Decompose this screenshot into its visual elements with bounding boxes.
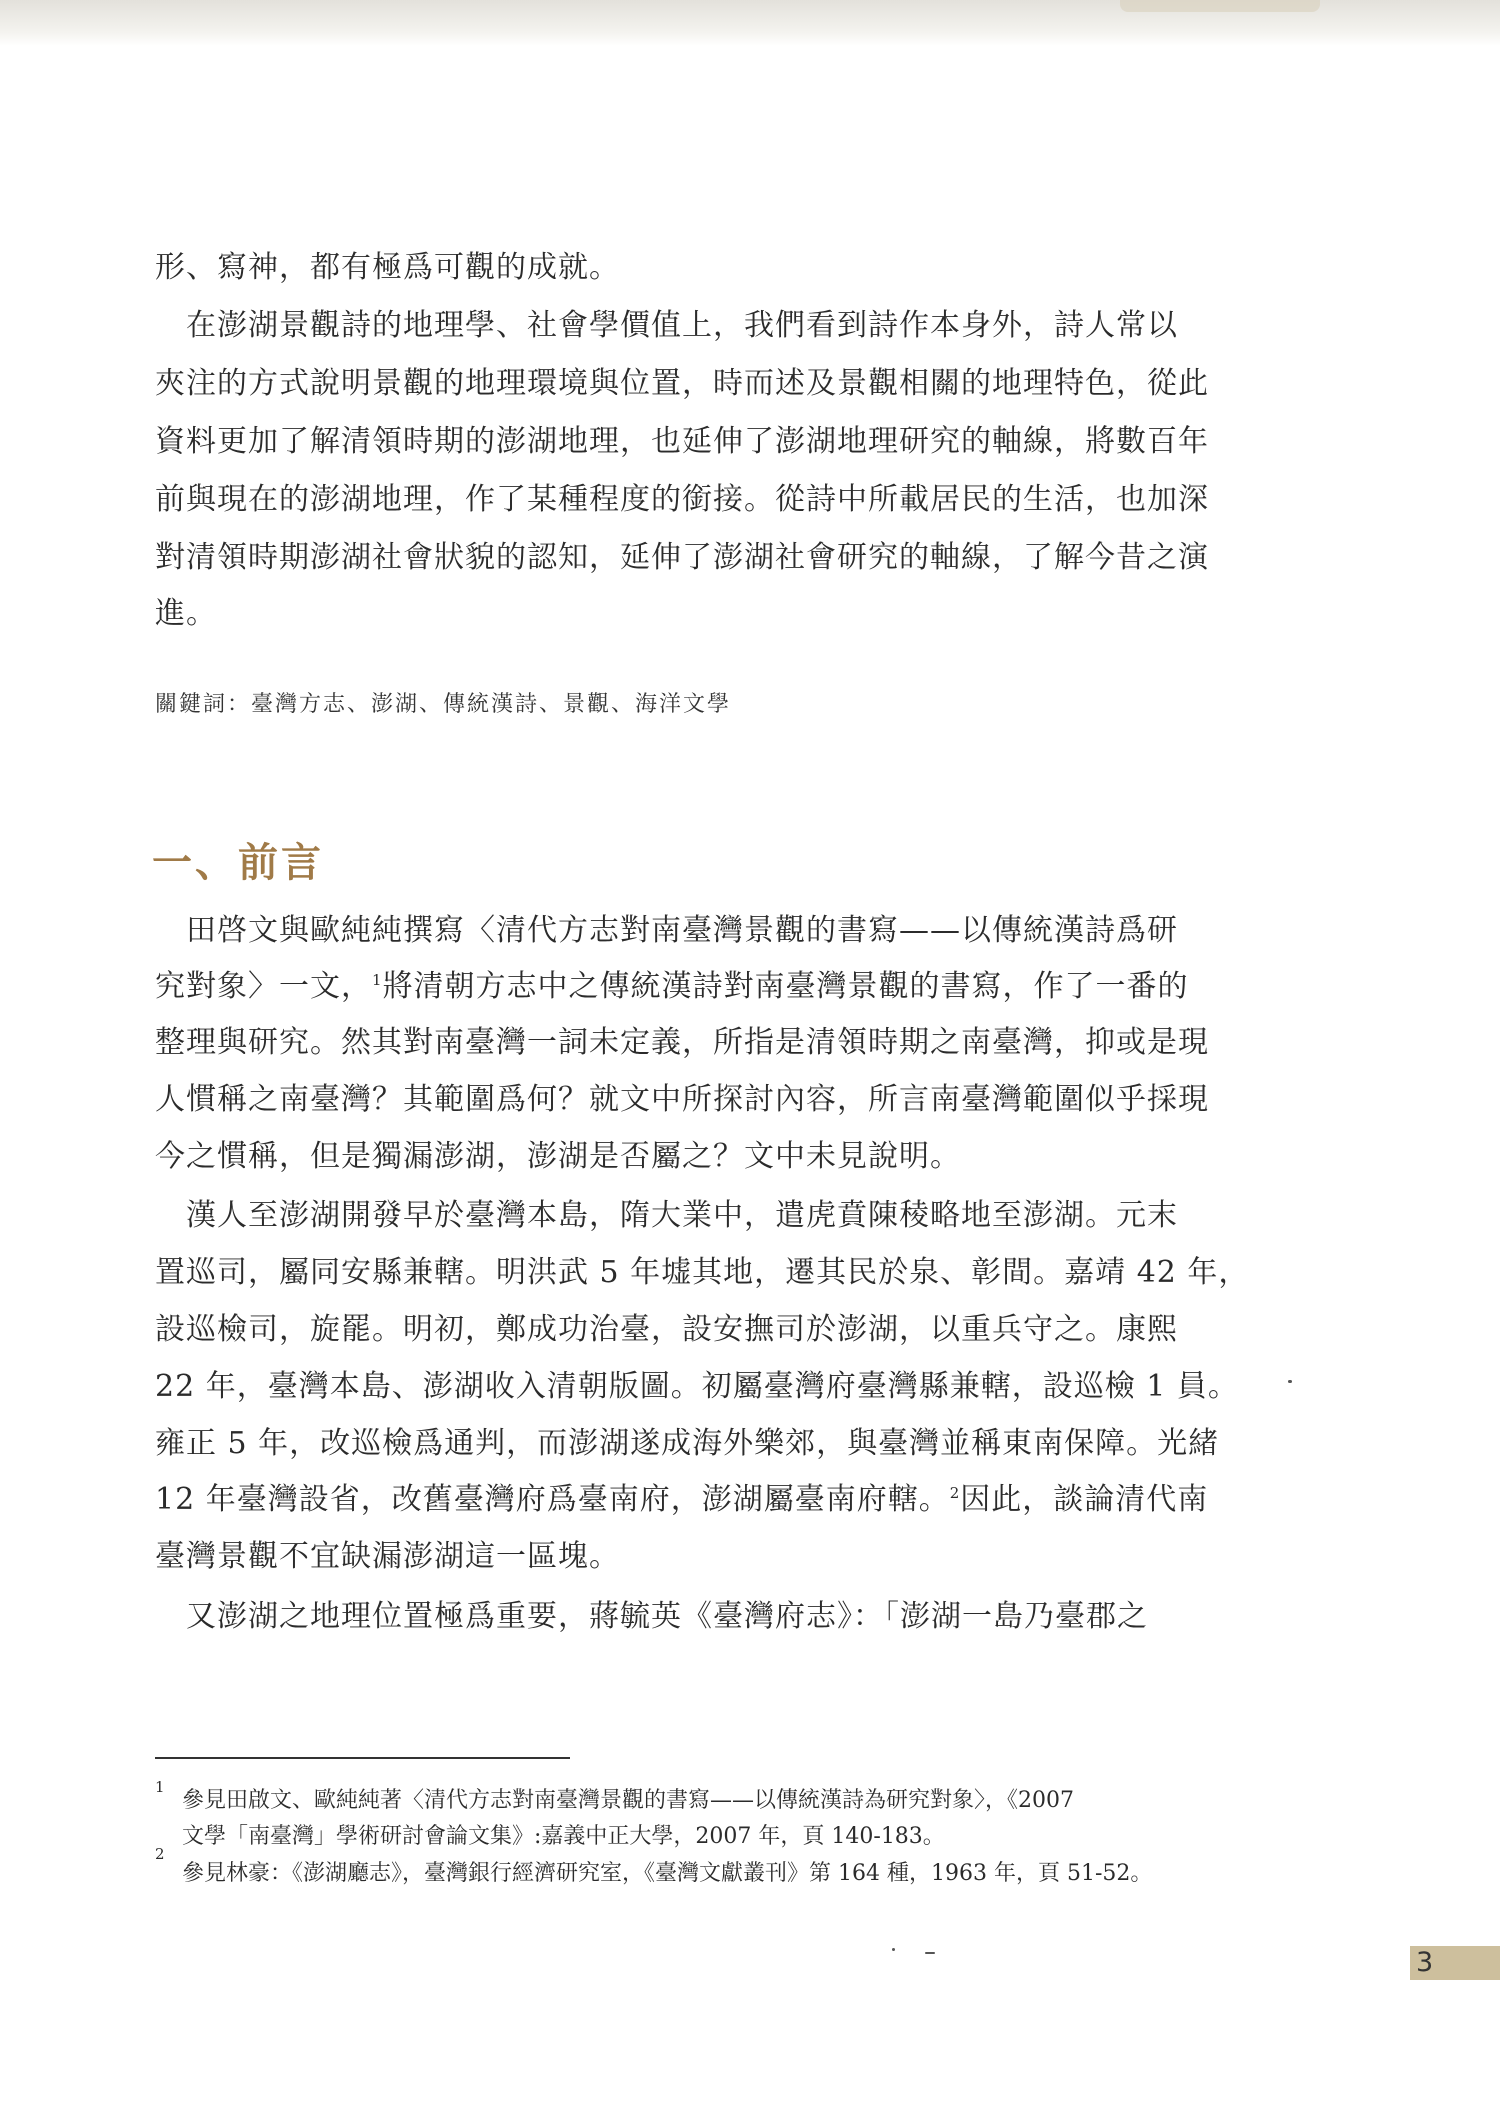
body-line: 臺灣景觀不宜缺漏澎湖這一區塊。 [155, 1539, 620, 1574]
body-text: 12 年臺灣設省，改舊臺灣府爲臺南府，澎湖屬臺南府轄。 [155, 1482, 950, 1517]
body-line: 設巡檢司，旋罷。明初，鄭成功治臺，設安撫司於澎湖，以重兵守之。康熙 [155, 1312, 1178, 1347]
footnote-rule [155, 1757, 570, 1759]
scan-speck [925, 1952, 935, 1954]
page-number: 3 [1416, 1947, 1434, 1978]
page-number-tab [1410, 1946, 1500, 1980]
footnote-ref[interactable]: 1 [372, 971, 383, 989]
body-line: 雍正 5 年，改巡檢爲通判，而澎湖遂成海外樂郊，與臺灣並稱東南保障。光緒 [155, 1426, 1220, 1461]
footnote-ref[interactable]: 2 [949, 1484, 961, 1502]
keywords: 關鍵詞：臺灣方志、澎湖、傳統漢詩、景觀、海洋文學 [155, 692, 732, 717]
body-line [155, 1480, 1208, 1520]
body-line: 22 年，臺灣本島、澎湖收入清朝版圖。初屬臺灣府臺灣縣兼轄，設巡檢 1 員。 [155, 1369, 1239, 1404]
body-line: 人慣稱之南臺灣？其範圍爲何？就文中所探討內容，所言南臺灣範圍似乎採現 [155, 1082, 1209, 1117]
footnote-line: 參見林豪：《澎湖廳志》，臺灣銀行經濟研究室，《臺灣文獻叢刊》第 164 種，1963 年，頁 51-52。 [182, 1861, 1153, 1886]
footnote-number: 2 [155, 1845, 165, 1863]
body-line: 田啓文與歐純純撰寫〈清代方志對南臺灣景觀的書寫——以傳統漢詩爲研 [155, 913, 1178, 948]
body-line: 置巡司，屬同安縣兼轄。明洪武 5 年墟其地，遷其民於泉、彰間。嘉靖 42 年， [155, 1255, 1250, 1290]
footnote-number: 1 [155, 1778, 165, 1796]
section-heading: 一、前言 [152, 840, 324, 886]
body-line: 漢人至澎湖開發早於臺灣本島，隋大業中，遣虎賁陳稜略地至澎湖。元末 [155, 1198, 1178, 1233]
footnote-line: 參見田啟文、歐純純著〈清代方志對南臺灣景觀的書寫——以傳統漢詩為研究對象〉，《2007 [182, 1788, 1074, 1813]
abstract-line: 進。 [155, 596, 217, 631]
scan-speck [1288, 1380, 1292, 1383]
body-text: 因此，談論清代南 [960, 1482, 1209, 1517]
body-text: 究對象〉一文， [155, 969, 372, 1004]
abstract-line: 資料更加了解清領時期的澎湖地理，也延伸了澎湖地理研究的軸線，將數百年 [155, 424, 1209, 459]
footnote-line: 文學「南臺灣」學術研討會論文集》:嘉義中正大學，2007 年，頁 140-183。 [182, 1824, 945, 1849]
abstract-line: 形、寫神，都有極爲可觀的成就。 [155, 250, 620, 285]
body-line [155, 967, 1189, 1007]
abstract-line: 在澎湖景觀詩的地理學、社會學價值上，我們看到詩作本身外，詩人常以 [155, 308, 1178, 343]
abstract-line: 夾注的方式說明景觀的地理環境與位置，時而述及景觀相關的地理特色，從此 [155, 366, 1209, 401]
abstract-line: 前與現在的澎湖地理，作了某種程度的銜接。從詩中所載居民的生活，也加深 [155, 482, 1209, 517]
scan-speck [892, 1948, 895, 1951]
body-line: 整理與研究。然其對南臺灣一詞未定義，所指是清領時期之南臺灣，抑或是現 [155, 1025, 1209, 1060]
body-text: 將清朝方志中之傳統漢詩對南臺灣景觀的書寫，作了一番的 [382, 969, 1189, 1004]
abstract-line: 對清領時期澎湖社會狀貌的認知，延伸了澎湖社會研究的軸線，了解今昔之演 [155, 540, 1209, 575]
body-line: 今之慣稱，但是獨漏澎湖，澎湖是否屬之？文中未見說明。 [155, 1139, 961, 1174]
body-line: 又澎湖之地理位置極爲重要，蔣毓英《臺灣府志》：「澎湖一島乃臺郡之 [155, 1599, 1148, 1634]
